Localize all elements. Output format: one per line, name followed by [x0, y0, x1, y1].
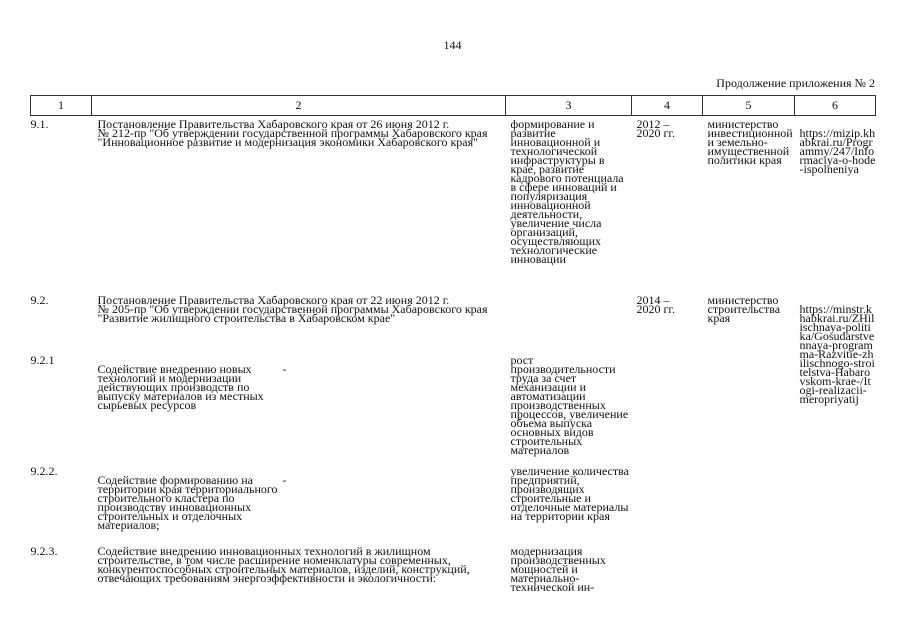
table-row: [31, 543, 876, 592]
column-header: 6: [795, 96, 876, 116]
link-text[interactable]: https://minstr.khabkrai.ru/ZHilischnaya-politika/Gosudarstvennaya-programma-Razvitie-zhilischnogo-stroitelstva-Habarovskom-krae-/Itogi-realizacii-meropriyatij: [799, 302, 875, 406]
link-text[interactable]: https://mizip.khabkrai.ru/Programmy/247/Informaciya-o-hode-ispolneniya: [799, 126, 876, 176]
goal-cell: формирование и развитие инновационной и технологической инфраструктуры в крае, развитие кадрового потенциала в сфере инноваций и популяризация инновационной деятельности, увеличение числа организаций, осуществляющих технологические инновации: [510, 117, 624, 266]
period-cell: [632, 352, 703, 463]
header-row: [31, 96, 876, 116]
subitem-text: Содействие формированию на территории края территориального строительного кластера по производству инновационных строительных и отделочных материалов;: [97, 473, 278, 532]
programs-table: [30, 95, 876, 592]
executor-cell: министерство инвестиционной и земельно-имущественной политики края: [707, 117, 793, 167]
goal-cell: модернизация производственных мощностей и материально-технической ин-: [510, 544, 606, 594]
continuation-label: Продолжение приложения № 2: [716, 76, 875, 90]
dash-mark: -: [282, 362, 287, 376]
table-row: [31, 463, 876, 543]
column-header: 5: [703, 96, 795, 116]
document-cell: Постановление Правительства Хабаровского края от 22 июня 2012 г. № 205-пр "Об утверждении государственной программы Хабаровского края "Развитие жилищного строительства в Хабаровском крае": [97, 293, 488, 325]
goal-cell: рост производительности труда за счет механизации и автоматизации производственных процессов, увеличение объема выпуска основных видов строительных материалов: [510, 353, 629, 457]
table-row: [31, 292, 876, 352]
row-number: 9.1.: [30, 117, 49, 131]
goal-cell: увеличение количества предприятий, производящих строительные и отделочные материалы на территории края: [510, 464, 629, 523]
column-header: 3: [506, 96, 632, 116]
document-cell: [92, 463, 506, 543]
page-number: 144: [443, 38, 462, 52]
document-cell: Постановление Правительства Хабаровского края от 26 июня 2012 г. № 212-пр "Об утверждении государственной программы Хабаровского края "Инновационное развитие и модернизация экономики Хабаровского края": [97, 117, 488, 149]
document-cell: Содействие внедрению инновационных технологий в жилищном строительстве, в том числе расширение номенклатуры современных, конкурентоспособных строительных материалов, изделий, конструкций, отвечающих требованиям энергоэффективности и экологичности:: [97, 544, 470, 585]
period-cell: [632, 463, 703, 543]
column-header: 4: [632, 96, 703, 116]
row-number: 9.2.: [30, 293, 49, 307]
row-number: 9.2.1: [30, 353, 55, 367]
period-cell: 2014 – 2020 гг.: [636, 293, 675, 316]
executor-cell: [703, 352, 795, 463]
table-row: [31, 116, 876, 293]
link-cell: [795, 116, 876, 293]
executor-cell: [703, 463, 795, 543]
row-number: 9.2.2.: [30, 464, 58, 478]
goal-cell: [506, 292, 632, 352]
row-number: 9.2.3.: [30, 544, 58, 558]
column-header: 1: [31, 96, 92, 116]
document-cell: [92, 352, 506, 463]
link-cell: [795, 292, 876, 592]
period-cell: 2012 – 2020 гг.: [636, 117, 675, 140]
executor-cell: министерство строительства края: [707, 293, 781, 325]
table-row: [31, 352, 876, 463]
executor-cell: [703, 543, 795, 592]
dash-mark: -: [282, 473, 287, 487]
column-header: 2: [92, 96, 506, 116]
subitem-text: Содействие внедрению новых технологий и модернизации действующих производств по выпуску материалов из местных сырьевых ресурсов: [97, 362, 264, 412]
period-cell: [632, 543, 703, 592]
